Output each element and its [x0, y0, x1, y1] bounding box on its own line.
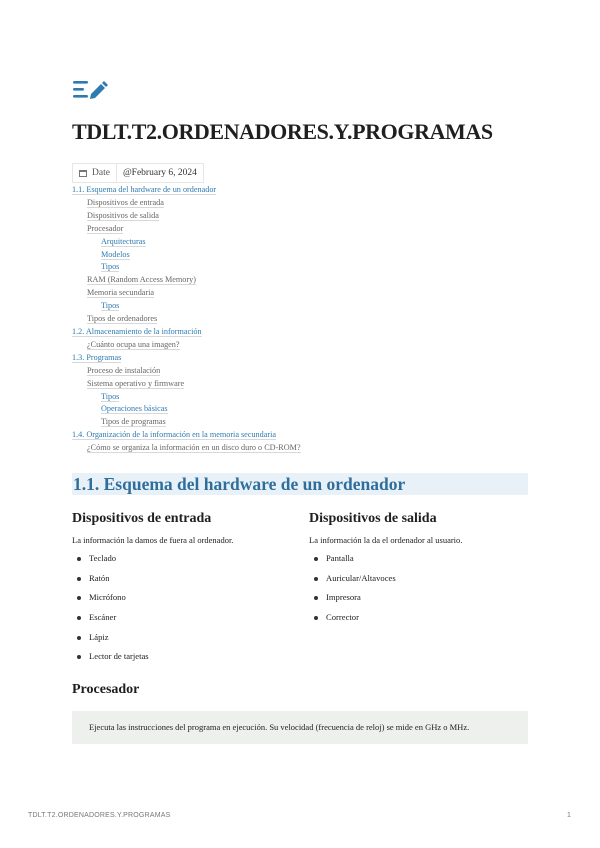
- toc-link-label: ¿Cómo se organiza la información en un disco duro o CD-ROM?: [87, 443, 301, 453]
- list-item: Lector de tarjetas: [72, 647, 292, 667]
- toc-link[interactable]: [72, 429, 532, 442]
- toc-link[interactable]: [72, 184, 532, 197]
- toc-link[interactable]: [72, 403, 532, 416]
- footer-page-number: 1: [567, 812, 571, 819]
- toc-link[interactable]: [72, 339, 532, 352]
- toc-link-label: 1.3. Programas: [72, 352, 122, 362]
- toc-link-label: Procesador: [87, 223, 124, 233]
- calendar-icon: [79, 170, 87, 177]
- toc-link[interactable]: [72, 210, 532, 223]
- list-item: Micrófono: [72, 588, 292, 608]
- toc-link[interactable]: [72, 352, 532, 365]
- footer-title: TDLT.T2.ORDENADORES.Y.PROGRAMAS: [28, 812, 171, 819]
- table-of-contents: [72, 184, 532, 455]
- toc-link[interactable]: [72, 249, 532, 262]
- input-devices-list: [72, 549, 292, 667]
- input-devices-heading: Dispositivos de entrada: [72, 511, 212, 526]
- toc-link-label: 1.1. Esquema del hardware de un ordenador: [72, 185, 217, 194]
- toc-link[interactable]: [72, 287, 532, 300]
- section-heading: 1.1. Esquema del hardware de un ordenador: [72, 473, 528, 495]
- toc-link[interactable]: [72, 378, 532, 391]
- output-devices-description: La información la da el ordenador al usuario.: [309, 535, 463, 545]
- input-devices-column: [72, 511, 292, 667]
- list-item: Corrector: [309, 608, 529, 628]
- toc-link-label: Tipos de ordenadores: [87, 314, 158, 324]
- toc-link[interactable]: [72, 313, 532, 326]
- toc-link-label: Memoria secundaria: [87, 288, 155, 298]
- list-item: Lápiz: [72, 628, 292, 648]
- list-item: Pantalla: [309, 549, 529, 569]
- output-devices-heading: Dispositivos de salida: [309, 511, 437, 526]
- toc-link-label: 1.2. Almacenamiento de la información: [72, 326, 202, 336]
- list-item: Auricular/Altavoces: [309, 569, 529, 589]
- toc-link-label: RAM (Random Access Memory): [87, 275, 196, 285]
- property-value: @February 6, 2024: [122, 168, 197, 178]
- toc-link-label: ¿Cuánto ocupa una imagen?: [87, 339, 180, 349]
- toc-link-label: Modelos: [101, 249, 130, 259]
- processor-callout: Ejecuta las instrucciones del programa en ejecución. Su velocidad (frecuencia de reloj) se mide en GHz o MHz.: [72, 711, 528, 744]
- toc-link-label: Tipos: [101, 262, 120, 272]
- toc-link-label: Tipos: [101, 301, 120, 311]
- list-item: Ratón: [72, 569, 292, 589]
- processor-heading: Procesador: [72, 682, 140, 697]
- toc-link-label: Tipos de programas: [101, 417, 166, 427]
- toc-link[interactable]: [72, 326, 532, 339]
- toc-link[interactable]: [72, 391, 532, 404]
- input-devices-description: La información la damos de fuera al ordenador.: [72, 535, 234, 545]
- toc-link-label: Dispositivos de entrada: [87, 197, 164, 207]
- toc-link[interactable]: [72, 274, 532, 287]
- toc-link-label: Arquitecturas: [101, 236, 146, 246]
- list-item: Escáner: [72, 608, 292, 628]
- page-icon: [73, 78, 109, 102]
- toc-link-label: Operaciones básicas: [101, 404, 168, 414]
- toc-link[interactable]: [72, 442, 532, 455]
- page-title: TDLT.T2.ORDENADORES.Y.PROGRAMAS: [72, 119, 493, 144]
- toc-link[interactable]: [72, 197, 532, 210]
- property-key-label: Date: [92, 168, 110, 178]
- toc-link[interactable]: [72, 416, 532, 429]
- list-item: Impresora: [309, 588, 529, 608]
- output-devices-list: [309, 549, 529, 628]
- toc-link[interactable]: [72, 236, 532, 249]
- toc-link-label: Proceso de instalación: [87, 365, 161, 375]
- toc-link[interactable]: [72, 365, 532, 378]
- output-devices-column: [309, 511, 529, 628]
- toc-link-label: Dispositivos de salida: [87, 210, 159, 220]
- page-properties: [72, 163, 204, 183]
- toc-link-label: Tipos: [101, 391, 120, 401]
- toc-link[interactable]: [72, 261, 532, 274]
- toc-link[interactable]: [72, 223, 532, 236]
- toc-link-label: 1.4. Organización de la información en la memoria secundaria: [72, 430, 276, 440]
- property-key: [73, 164, 117, 182]
- toc-link-label: Sistema operativo y firmware: [87, 378, 185, 388]
- toc-link[interactable]: [72, 300, 532, 313]
- edit-document-icon: [73, 78, 109, 102]
- list-item: Teclado: [72, 549, 292, 569]
